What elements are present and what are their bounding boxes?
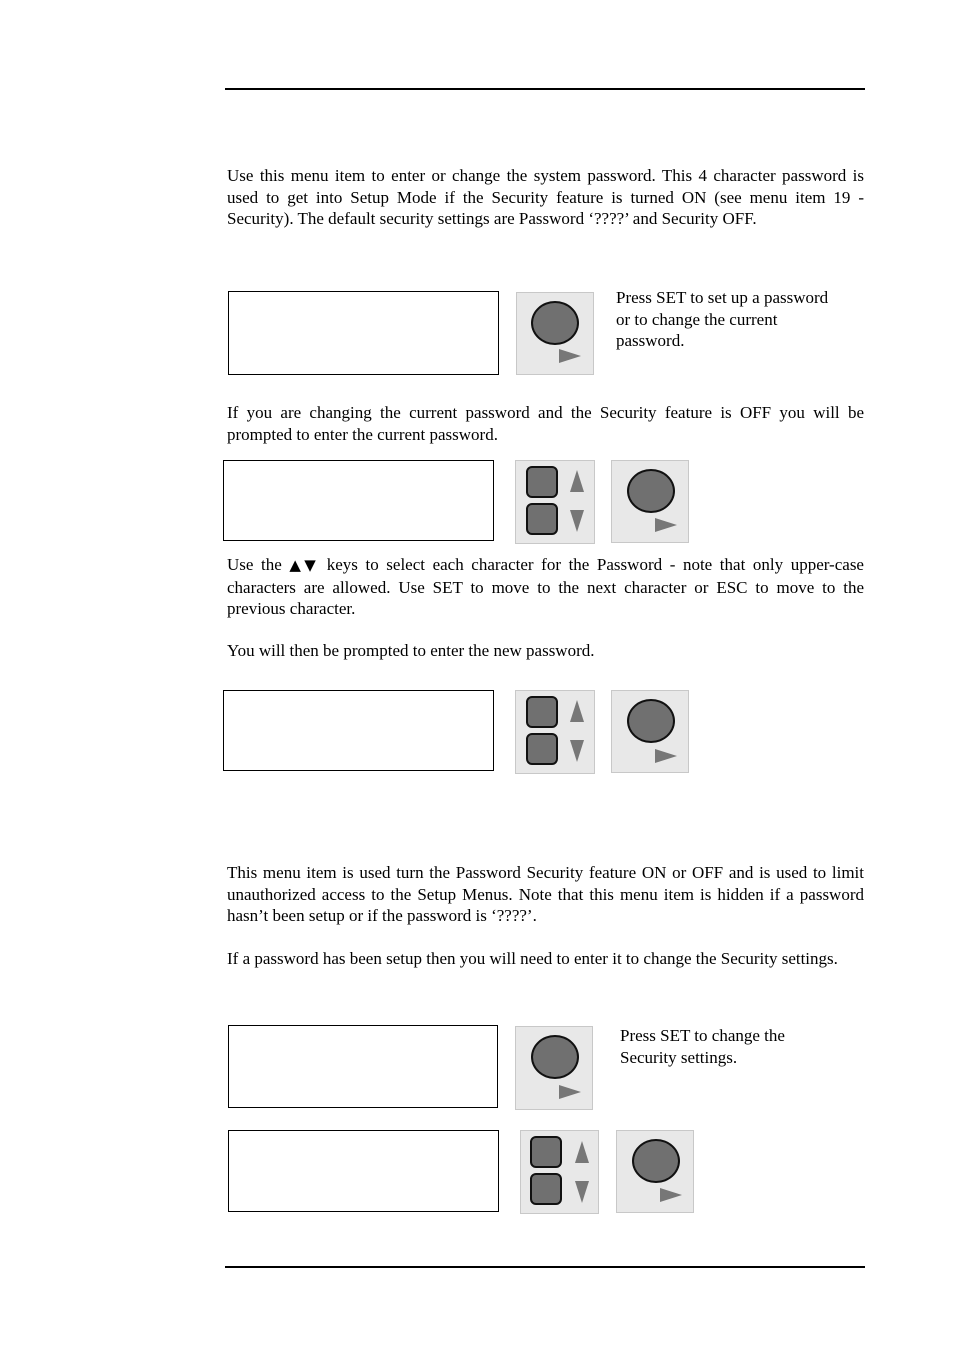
right-arrow-icon <box>559 1085 581 1099</box>
security-setup-paragraph: If a password has been setup then you will need to enter it to change the Security settings. <box>227 949 838 968</box>
set-key-panel[interactable] <box>611 460 689 543</box>
up-arrow-icon <box>570 700 584 722</box>
arrow-keys-panel <box>515 690 595 774</box>
down-arrow-icon <box>570 740 584 762</box>
password-intro-paragraph: Use this menu item to enter or change the system password. This 4 character password is used to get into Setup Mode if the Security feature is turned ON (see menu item 19 - Security). The default security settings are Password ‘????’ and Security OFF. <box>227 166 864 228</box>
header-rule <box>225 88 865 90</box>
set-key-icon[interactable] <box>531 1035 579 1079</box>
down-arrow-icon <box>570 510 584 532</box>
set-key-icon[interactable] <box>632 1139 680 1183</box>
right-arrow-icon <box>559 349 581 363</box>
set-password-note: Press SET to set up a password or to change the current password. <box>616 288 829 350</box>
set-key-panel[interactable] <box>516 292 594 375</box>
select-characters-paragraph <box>227 554 864 620</box>
set-key-icon[interactable] <box>627 699 675 743</box>
up-down-arrows-icon: ▲▼ <box>289 556 320 574</box>
select-characters-text-end: keys to select each character for the Password - note that only upper-case characters are allowed. Use SET to move to the next character or ESC to move to the previous character. <box>227 555 864 618</box>
footer-rule <box>225 1266 865 1268</box>
security-intro-paragraph: This menu item is used turn the Password Security feature ON or OFF and is used to limit unauthorized access to the Setup Menus. Note that this menu item is hidden if a password hasn’t been setup or if the password is ‘????’. <box>227 863 864 925</box>
select-characters-text-start: Use the <box>227 555 290 574</box>
up-arrow-icon <box>575 1141 589 1163</box>
down-key-icon[interactable] <box>530 1173 562 1205</box>
set-key-icon[interactable] <box>531 301 579 345</box>
lcd-display-new-password <box>223 690 494 771</box>
new-password-paragraph: You will then be prompted to enter the new password. <box>227 641 595 660</box>
right-arrow-icon <box>660 1188 682 1202</box>
set-security-note: Press SET to change the Security settings. <box>620 1026 785 1067</box>
lcd-display-password-menu <box>228 291 499 375</box>
set-key-panel[interactable] <box>515 1026 593 1110</box>
lcd-display-security-setting <box>228 1130 499 1212</box>
up-key-icon[interactable] <box>526 466 558 498</box>
current-password-paragraph: If you are changing the current password and the Security feature is OFF you will be prompted to enter the current password. <box>227 403 864 444</box>
lcd-display-security-menu <box>228 1025 498 1108</box>
down-arrow-icon <box>575 1181 589 1203</box>
arrow-keys-panel <box>520 1130 599 1214</box>
set-key-panel[interactable] <box>611 690 689 773</box>
up-key-icon[interactable] <box>530 1136 562 1168</box>
down-key-icon[interactable] <box>526 503 558 535</box>
up-key-icon[interactable] <box>526 696 558 728</box>
lcd-display-current-password <box>223 460 494 541</box>
down-key-icon[interactable] <box>526 733 558 765</box>
set-key-icon[interactable] <box>627 469 675 513</box>
right-arrow-icon <box>655 518 677 532</box>
arrow-keys-panel <box>515 460 595 544</box>
up-arrow-icon <box>570 470 584 492</box>
set-key-panel[interactable] <box>616 1130 694 1213</box>
right-arrow-icon <box>655 749 677 763</box>
